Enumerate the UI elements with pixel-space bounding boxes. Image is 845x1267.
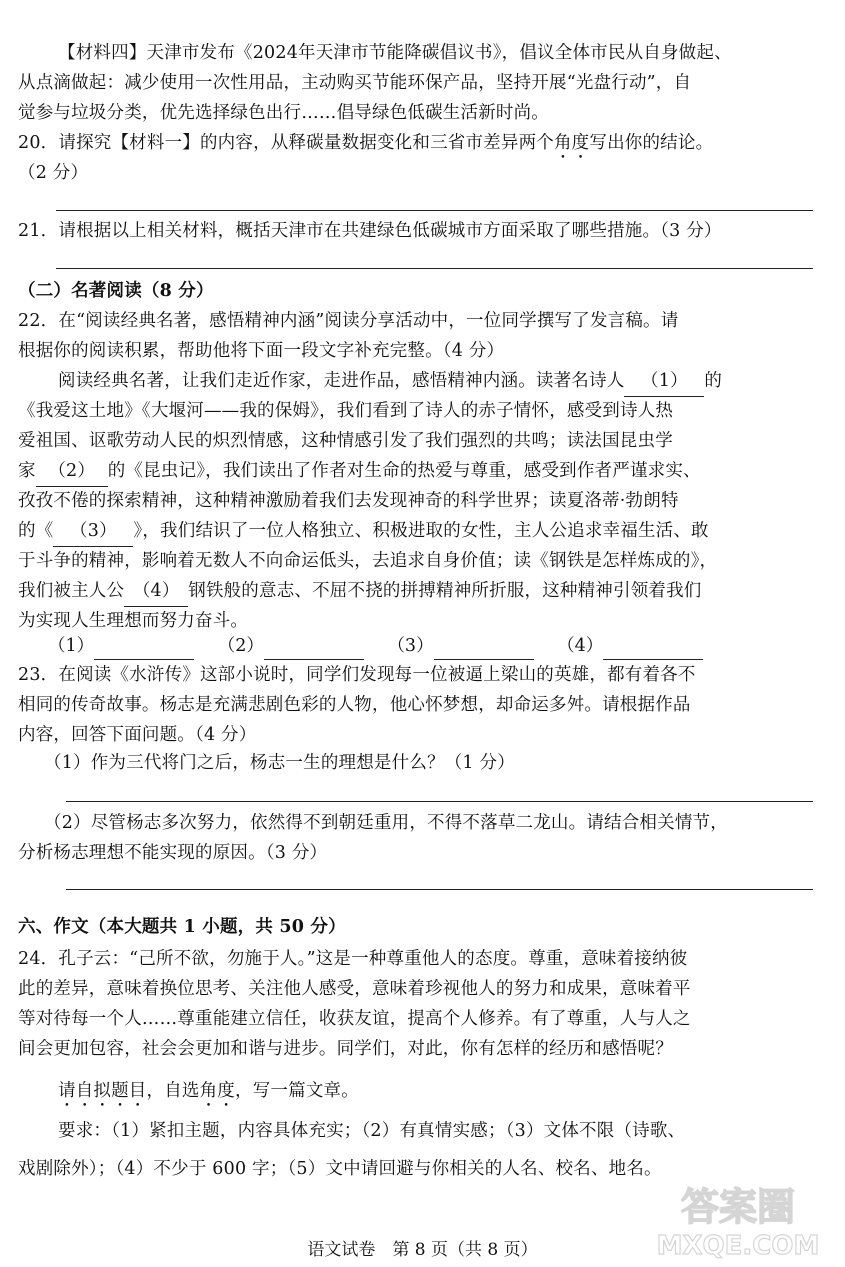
question-23-sub1: （1）作为三代将门之后，杨志一生的理想是什么？（1 分） [44, 753, 515, 773]
answer-slot-4[interactable]: （4） [557, 632, 703, 660]
watermark-text-cn: 答案圈 [680, 1185, 796, 1229]
answer-slot-1[interactable]: （1） [48, 632, 194, 660]
answer-line[interactable] [264, 641, 364, 660]
section-6-title: 六、作文（本大题共 1 小题，共 50 分） [18, 917, 346, 937]
emphasis-text: 请自拟题目 [58, 1081, 147, 1101]
answer-line[interactable] [434, 641, 534, 660]
answer-line-23-1[interactable] [66, 801, 813, 802]
answer-line[interactable] [94, 641, 194, 660]
passage-line3: 爱祖国、讴歌劳动人民的炽烈情感，这种情感引发了我们强烈的共鸣；读法国昆虫学 [18, 431, 673, 451]
essay-requirements-2: 戏剧除外）；（4）不少于 600 字；（5）文中请回避与你相关的人名、校名、地名。 [18, 1159, 662, 1179]
question-22-line2: 根据你的阅读积累，帮助他将下面一段文字补充完整。（4 分） [18, 341, 505, 361]
watermark-logo [643, 1178, 833, 1262]
question-23-line2: 相同的传奇故事。杨志是充满悲剧色彩的人物，他心怀梦想，却命运多舛。请根据作品 [18, 695, 691, 715]
passage-line1: 阅读经典名著，让我们走近作家，走进作品，感悟精神内涵。读著名诗人 （1） 的 [58, 366, 815, 397]
question-22-line1: 22．在“阅读经典名著，感悟精神内涵”阅读分享活动中，一位同学撰写了发言稿。请 [18, 311, 679, 331]
passage-line2: 《我爱这土地》《大堰河——我的保姆》，我们看到了诗人的赤子情怀，感受到诗人热 [18, 401, 674, 421]
question-21: 21．请根据以上相关材料，概括天津市在共建绿色低碳城市方面采取了哪些措施。（3 分） [18, 221, 722, 241]
material4-line2: 从点滴做起：减少使用一次性用品，主动购买节能环保产品，坚持开展“光盘行动”，自 [18, 73, 692, 93]
passage-line6: 的《 （3） 》，我们结识了一位人格独立、积极进取的女性，主人公追求幸福生活、敢 [18, 516, 815, 547]
blank-4: （4） [124, 576, 188, 607]
answer-slot-3[interactable]: （3） [387, 632, 533, 660]
question-20: 20．请探究【材料一】的内容，从释碳量数据变化和三省市差异两个角度写出你的结论。 [18, 133, 714, 153]
answer-slot-2[interactable]: （2） [218, 632, 364, 660]
question-23-sub2a: （2）尽管杨志多次努力，依然得不到朝廷重用，不得不落草二龙山。请结合相关情节， [44, 813, 728, 833]
passage-line5: 孜孜不倦的探索精神，这种精神激励着我们去发现神奇的科学世界；读夏洛蒂·勃朗特 [18, 491, 679, 511]
question-24-line2: 此的差异，意味着换位思考、关注他人感受，意味着珍视他人的努力和成果，意味着平 [18, 979, 691, 999]
question-24-line3: 等对待每一个人……尊重能建立信任，收获友谊，提高个人修养。有了尊重，人与人之 [18, 1009, 691, 1029]
material4-line1: 【材料四】天津市发布《2024年天津市节能降碳倡议书》，倡议全体市民从自身做起、 [58, 43, 732, 63]
question-20-score: （2 分） [18, 163, 89, 183]
passage-line9: 为实现人生理想而努力奋斗。 [18, 611, 249, 631]
answer-line-20[interactable] [56, 210, 813, 211]
essay-requirements-1: 要求：（1）紧扣主题，内容具体充实；（2）有真情实感；（3）文体不限（诗歌、 [58, 1121, 686, 1141]
blank-3: （3） [53, 516, 133, 547]
answer-line[interactable] [603, 641, 703, 660]
essay-prompt: 请自拟题目，自选角度，写一篇文章。 [58, 1081, 359, 1101]
question-23-sub2b: 分析杨志理想不能实现的原因。（3 分） [18, 843, 328, 863]
answer-line-23-2[interactable] [66, 889, 813, 890]
passage-line4: 家 （2） 的《昆虫记》，我们读出了作者对生命的热爱与尊重，感受到作者严谨求实、 [18, 456, 815, 487]
material4-line3: 觉参与垃圾分类，优先选择绿色出行……倡导绿色低碳生活新时尚。 [18, 103, 549, 123]
section-2-title: （二）名著阅读（8 分） [18, 281, 214, 301]
passage-line7: 于斗争的精神，影响着无数人不向命运低头，去追求自身价值；读《钢铁是怎样炼成的》， [18, 551, 718, 571]
question-23-line3: 内容，回答下面问题。（4 分） [18, 725, 257, 745]
blank-2: （2） [36, 456, 108, 487]
blank-1: （1） [624, 366, 704, 397]
emphasis-text: 角度 [199, 1081, 236, 1101]
question-23-line1: 23．在阅读《水浒传》这部小说时，同学们发现每一位被逼上梁山的英雄，都有着各不 [18, 665, 696, 685]
question-24-line1: 24．孔子云：“己所不欲，勿施于人。”这是一种尊重他人的态度。尊重，意味着接纳彼 [18, 949, 688, 969]
answer-line-21[interactable] [56, 268, 813, 269]
watermark-text-en: MXQE.COM [656, 1231, 820, 1261]
emphasis-text: 角度 [553, 133, 590, 153]
question-24-line4: 间会更加包容，社会会更加和谐与进步。同学们，对此，你有怎样的经历和感悟呢？ [18, 1039, 673, 1059]
answer-blanks-22 [48, 632, 721, 660]
page-footer: 语文试卷 第 8 页（共 8 页） [307, 1240, 538, 1260]
passage-line8: 我们被主人公 （4） 钢铁般的意志、不屈不挠的拼搏精神所折服，这种精神引领着我们 [18, 576, 815, 607]
